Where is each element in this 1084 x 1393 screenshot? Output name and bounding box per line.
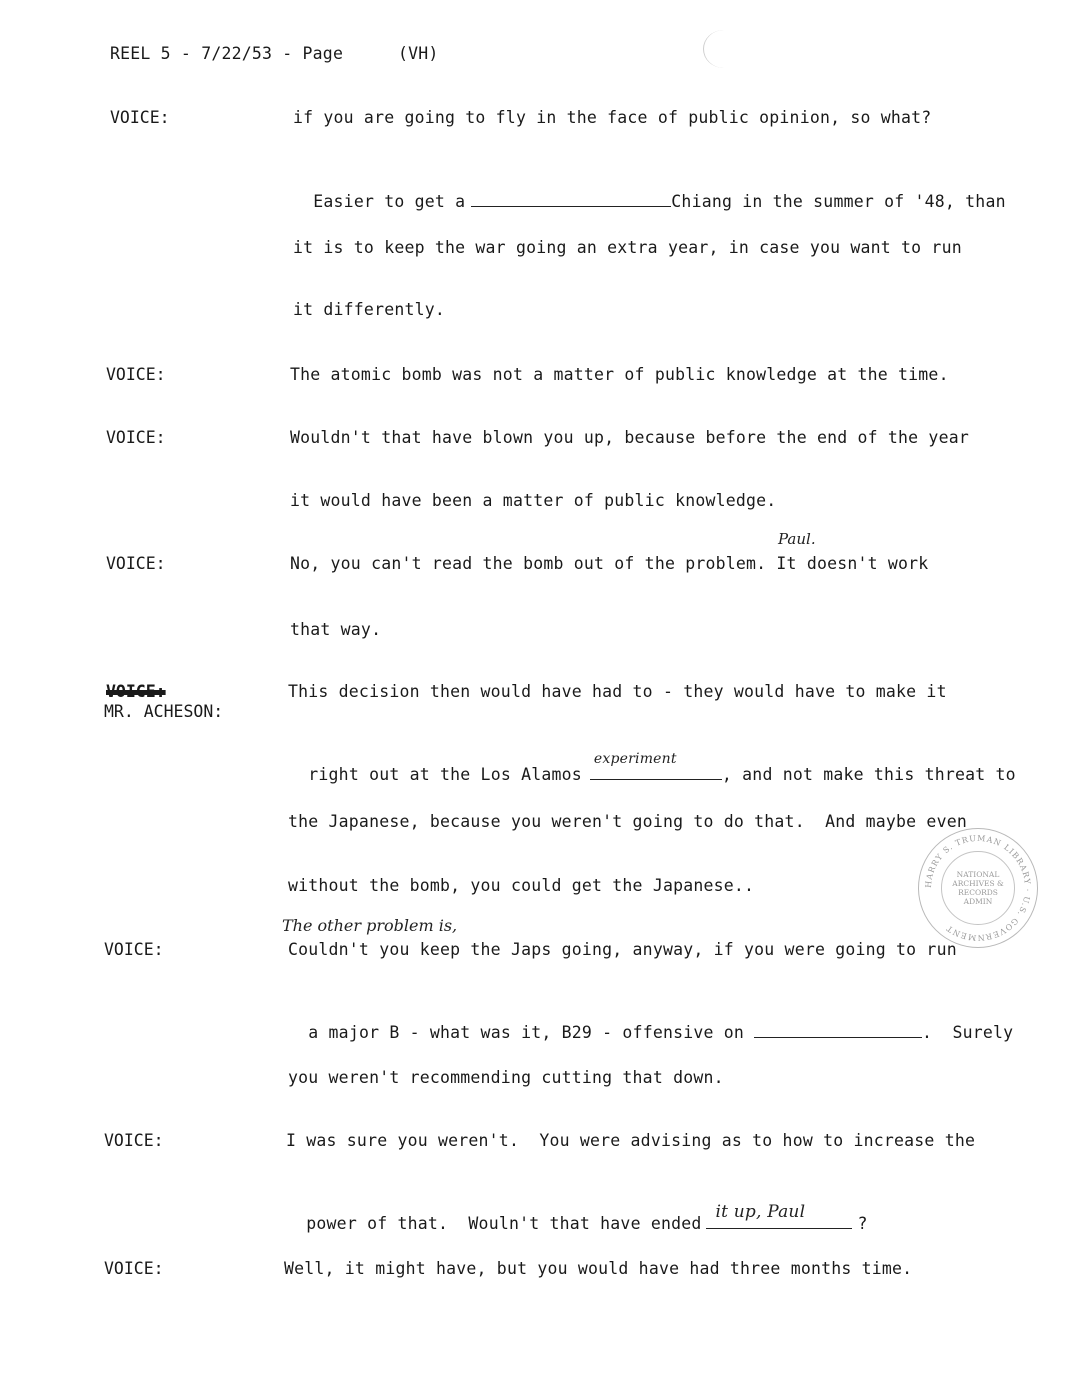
- transcript-line: [293, 173, 1006, 211]
- transcript-line: Wouldn't that have blown you up, because before the end of the year: [290, 428, 969, 447]
- transcript-line: I was sure you weren't. You were advising as to how to increase the: [286, 1131, 976, 1150]
- transcript-line: if you are going to fly in the face of public opinion, so what?: [293, 108, 932, 127]
- stamp-line: ADMIN: [963, 897, 993, 906]
- stamp-line: RECORDS: [958, 888, 998, 897]
- speaker-label: VOICE:: [104, 1131, 164, 1150]
- speaker-label-acheson: MR. ACHESON:: [104, 702, 224, 721]
- blank-line: [754, 1023, 922, 1038]
- header-page-mark: (VH): [398, 44, 439, 63]
- transcript-line: it would have been a matter of public knowledge.: [290, 491, 777, 510]
- transcript-line: you weren't recommending cutting that down.: [288, 1068, 724, 1087]
- archive-stamp: [918, 828, 1038, 948]
- transcript-text: . Surely: [922, 1023, 1014, 1042]
- speaker-label: VOICE:: [106, 554, 166, 573]
- stamp-ring-label: HARRY S. TRUMAN LIBRARY · U.S. GOVERNMENT: [923, 833, 1033, 943]
- speaker-label: VOICE:: [104, 940, 164, 959]
- transcript-line: The atomic bomb was not a matter of public knowledge at the time.: [290, 365, 949, 384]
- transcript-text: ?: [857, 1214, 868, 1233]
- smudge-mark: [703, 30, 744, 68]
- handwritten-experiment: experiment: [593, 751, 677, 767]
- transcript-line: Couldn't you keep the Japs going, anyway, if you were going to run: [288, 940, 957, 959]
- speaker-label: VOICE:: [106, 365, 166, 384]
- transcript-line: Well, it might have, but you would have had three months time.: [284, 1259, 913, 1278]
- stamp-center: [941, 851, 1015, 925]
- transcript-line: This decision then would have had to - they would have to make it: [288, 682, 947, 701]
- handwritten-it-up-paul: it up, Paul: [715, 1202, 806, 1222]
- speaker-label: VOICE:: [110, 108, 170, 127]
- transcript-line: it is to keep the war going an extra year, in case you want to run: [293, 238, 962, 257]
- speaker-label-struck: VOICE:: [106, 682, 166, 701]
- transcript-text: right out at the Los Alamos: [308, 765, 582, 784]
- handwritten-other-problem: The other problem is,: [282, 916, 458, 935]
- speaker-label: VOICE:: [106, 428, 166, 447]
- speaker-label: VOICE:: [104, 1259, 164, 1278]
- transcript-line: [288, 746, 1016, 784]
- transcript-text: power of that. Wouln't that have ended: [306, 1214, 702, 1233]
- transcript-line: No, you can't read the bomb out of the problem. It doesn't work: [290, 554, 929, 573]
- handwritten-paul: Paul.: [778, 530, 816, 548]
- stamp-line: NATIONAL: [956, 870, 1000, 879]
- transcript-line: that way.: [290, 620, 382, 639]
- transcript-line: without the bomb, you could get the Japanese..: [288, 876, 755, 895]
- transcript-text: , and not make this threat to: [721, 765, 1016, 784]
- stamp-line: ARCHIVES &: [952, 879, 1004, 888]
- transcript-text: Chiang in the summer of '48, than: [671, 192, 1006, 211]
- transcript-line: it differently.: [293, 300, 446, 319]
- transcript-text: a major B - what was it, B29 - offensive on: [308, 1023, 745, 1042]
- transcript-line: [286, 1195, 868, 1233]
- blank-line: [471, 192, 671, 207]
- transcript-text: Easier to get a: [313, 192, 466, 211]
- transcript-line: the Japanese, because you weren't going to do that. And maybe even: [288, 812, 967, 831]
- blank-line: [706, 1202, 852, 1229]
- blank-line: [590, 751, 722, 780]
- header-reel: REEL 5 - 7/22/53 - Page: [110, 44, 344, 63]
- transcript-line: [288, 1004, 1013, 1042]
